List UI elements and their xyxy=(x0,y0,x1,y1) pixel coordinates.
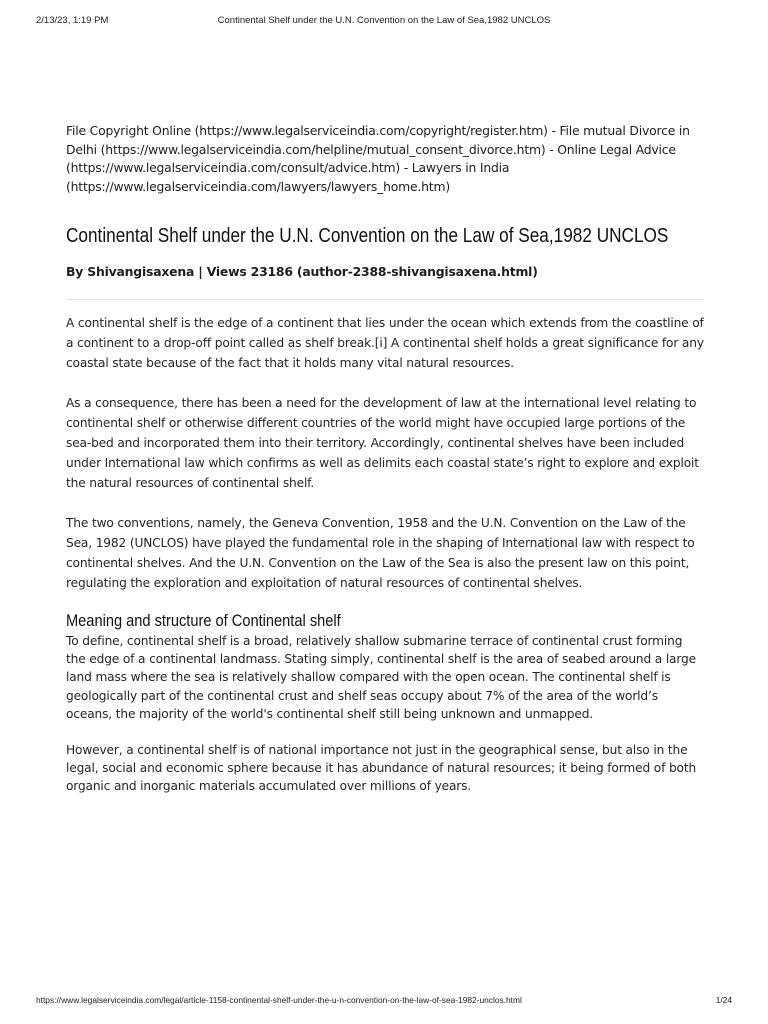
lawyers-link-url: (https://www.legalserviceindia.com/lawyers/lawyers_home.htm) xyxy=(66,178,450,194)
paragraph: To define, continental shelf is a broad, relatively shallow submarine terrace of continental crust forming the edge of a continental landmass. Stating simply, continental shelf is the area of seabed around a large land mass where the sea is relatively shallow compared with the open ocean. The continental shelf is geologically part of the continental crust and shelf seas occupy about 7% of the area of the world’s oceans, the majority of the world's continental shelf still being unknown and unmapped. xyxy=(66,634,696,721)
divider xyxy=(66,299,704,300)
section-heading: Meaning and structure of Continental shelf xyxy=(66,611,341,630)
paragraph: However, a continental shelf is of national importance not just in the geographical sense, but also in the legal, social and economic sphere because it has abundance of natural resources; it being formed of both organic and inorganic materials accumulated over millions of years. xyxy=(66,743,697,794)
print-datetime: 2/13/23, 1:19 PM xyxy=(36,15,109,26)
paragraph: As a consequence, there has been a need for the development of law at the international level relating to continental shelf or otherwise different countries of the world might have occupied large portions of the sea-bed and incorporated them into their territory. Accordingly, continental shelves have been included under International law which confirms as well as delimits each coastal state’s right to explore and exploit the natural resources of continental shelf. xyxy=(66,396,699,490)
legal-advice-link[interactable]: Online Legal Advice xyxy=(557,141,676,157)
legal-advice-link-url: (https://www.legalserviceindia.com/consult/advice.htm) xyxy=(66,160,401,175)
divorce-link-url: (https://www.legalserviceindia.com/helpline/mutual_consent_divorce.htm) xyxy=(100,141,546,157)
print-footer xyxy=(36,995,732,1009)
article-title: Continental Shelf under the U.N. Convention on the Law of Sea,1982 UNCLOS xyxy=(66,225,669,247)
article-content xyxy=(66,122,704,796)
link-separator: - xyxy=(545,141,558,157)
divorce-link[interactable]: File mutual Divorce in Delhi xyxy=(66,123,690,157)
print-header xyxy=(36,15,732,29)
copyright-link-url: (https://www.legalserviceindia.com/copyright/register.htm) xyxy=(194,123,548,138)
page-number: 1/24 xyxy=(715,995,732,1005)
byline xyxy=(66,263,704,281)
paragraph: The two conventions, namely, the Geneva Convention, 1958 and the U.N. Convention on the Law of the Sea, 1982 (UNCLOS) have played the fundamental role in the shaping of International law with respect to continental shelves. And the U.N. Convention on the Law of the Sea is also the present law on this point, regulating the exploration and exploitation of natural resources of continental shelves. xyxy=(66,516,695,590)
paragraph: A continental shelf is the edge of a continent that lies under the ocean which extends from the coastline of a continent to a drop-off point called as shelf break.[i] A continental shelf holds a great significance for any coastal state because of the fact that it holds many vital natural resources. xyxy=(66,316,704,370)
byline-prefix: By xyxy=(66,264,88,279)
print-url: https://www.legalserviceindia.com/legal/article-1158-continental-shelf-under-the-u-n-convention-on-the-law-of-sea-1982-unclos.html xyxy=(36,995,522,1005)
copyright-link[interactable]: File Copyright Online xyxy=(66,123,191,138)
link-separator: - xyxy=(400,160,412,175)
service-links xyxy=(66,122,704,196)
author-link-url: (author-2388-shivangisaxena.html) xyxy=(292,264,538,279)
link-separator: - xyxy=(547,123,560,138)
author-link[interactable]: Shivangisaxena xyxy=(87,264,195,279)
print-page-title: Continental Shelf under the U.N. Convention on the Law of Sea,1982 UNCLOS xyxy=(217,15,551,26)
view-count: 23186 xyxy=(250,264,293,279)
lawyers-link[interactable]: Lawyers in India xyxy=(411,160,510,175)
byline-separator: | Views xyxy=(194,264,251,279)
